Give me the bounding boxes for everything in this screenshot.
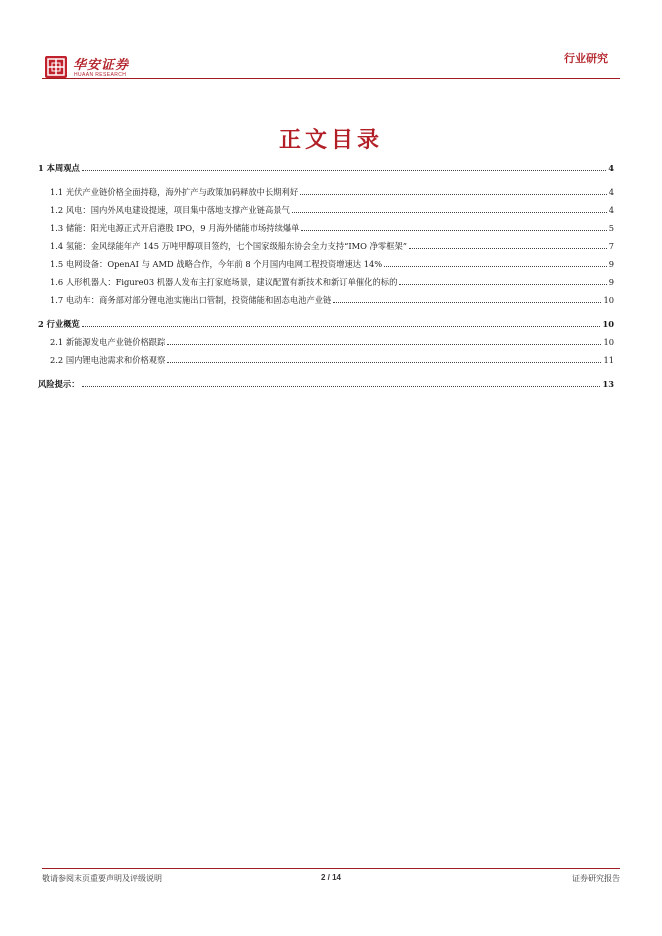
toc-entry-page: 4 [608,163,614,173]
toc-entry[interactable] [38,220,614,234]
toc-entry[interactable] [38,202,614,216]
toc-entry[interactable] [38,238,614,252]
toc-entry-title: 1 本周观点 [38,163,80,173]
toc-entry-page: 7 [608,241,614,251]
toc-entry[interactable] [38,292,614,306]
toc-entry-page: 11 [603,355,614,365]
toc-entry-title: 1.5 电网设备：OpenAI 与 AMD 战略合作，今年前 8 个月国内电网工程投资增速达 14% [50,259,383,269]
brand-name: 华安证券 [73,58,130,73]
toc-leader-dots [300,194,607,195]
toc-entry-title: 2 行业概览 [38,319,80,329]
toc-leader-dots [399,284,606,285]
toc-entry-title: 1.6 人形机器人：Figure03 机器人发布主打家庭场景，建议配置有新技术和新订单催化的标的 [50,277,398,287]
toc-entry-title: 1.7 电动车：商务部对部分锂电池实施出口管制，投资储能和固态电池产业链 [50,295,332,305]
toc-leader-dots [82,386,601,387]
toc-entry-page: 10 [603,295,614,305]
report-type: 证券研究报告 [572,874,620,883]
toc-entry[interactable] [38,352,614,366]
toc-entry-page: 9 [608,259,614,269]
brand-subtitle: HUAAN RESEARCH [74,72,127,78]
toc-entry[interactable] [38,160,614,174]
toc-entry-title: 风险提示： [38,379,80,389]
toc-entry-page: 4 [608,205,614,215]
toc-entry-title: 2.1 新能源发电产业链价格跟踪 [50,337,166,347]
huaan-logo-seal-icon [45,56,67,78]
toc-entry-page: 4 [608,187,614,197]
footer-divider [42,868,620,869]
toc-entry[interactable] [38,256,614,270]
toc-entry[interactable] [38,334,614,348]
header-divider [42,78,620,79]
toc-title: 正文目录 [278,128,383,153]
toc-entry[interactable] [38,376,614,390]
toc-entry[interactable] [38,184,614,198]
toc-leader-dots [82,170,606,171]
toc-leader-dots [384,266,607,267]
toc-leader-dots [409,248,607,249]
toc-entry[interactable] [38,274,614,288]
toc-leader-dots [333,302,601,303]
footer-disclaimer: 敬请参阅末页重要声明及评级说明 [42,874,162,883]
page-number: 2 / 14 [320,873,341,882]
toc-entry-page: 13 [602,379,614,389]
toc-entry-page: 10 [602,319,614,329]
section-label: 行业研究 [564,52,608,65]
toc-entry-page: 10 [603,337,614,347]
toc-leader-dots [167,362,601,363]
toc-entry-title: 1.4 氢能：金风绿能年产 145 万吨甲醇项目签约，七个国家级船东协会全力支持“IMO 净零框架” [50,241,408,251]
toc-entry-page: 5 [608,223,614,233]
toc-leader-dots [292,212,607,213]
toc-entry-title: 1.3 储能：阳光电源正式开启港股 IPO，9 月海外储能市场持续爆单 [50,223,300,233]
toc-leader-dots [301,230,606,231]
toc-entry[interactable] [38,316,614,330]
toc-entry-page: 9 [608,277,614,287]
toc-entry-title: 2.2 国内锂电池需求和价格观察 [50,355,166,365]
toc-entry-title: 1.2 风电：国内外风电建设提速，项目集中落地支撑产业链高景气 [50,205,290,215]
toc-entry-title: 1.1 光伏产业链价格全面持稳，海外扩产与政策加码释放中长期利好 [50,187,299,197]
toc-leader-dots [82,326,601,327]
toc-leader-dots [167,344,601,345]
